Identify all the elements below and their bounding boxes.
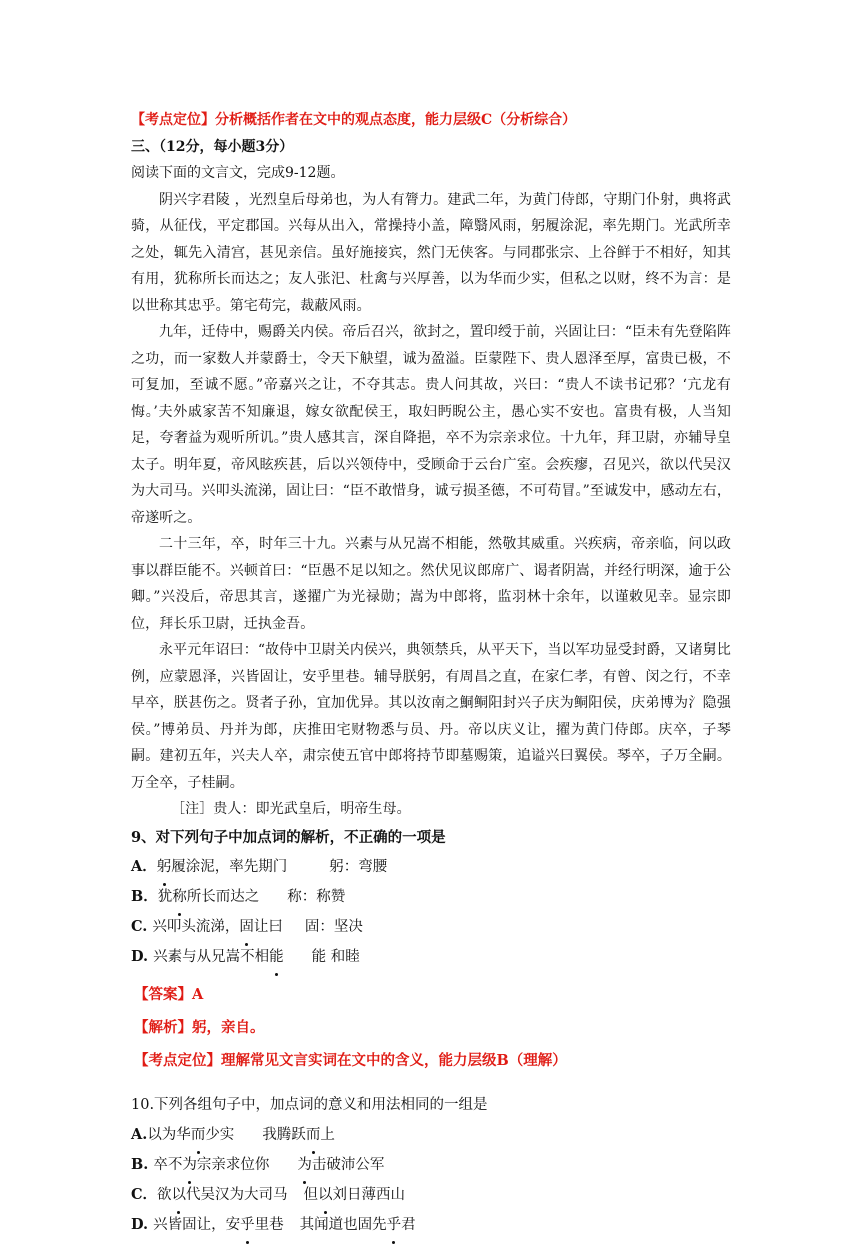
option-letter: A. xyxy=(131,1125,148,1143)
locator-tag: 【考点定位】 xyxy=(134,1051,221,1069)
option-text-post: 所长而达之 xyxy=(186,888,260,905)
dotted-word: 乎 xyxy=(387,1211,402,1240)
top-locator: 【考点定位】分析概括作者在文中的观点态度，能力层级C（分析综合） xyxy=(131,112,577,128)
clause-b-post: 君 xyxy=(401,1216,416,1233)
option-letter: A． xyxy=(131,857,157,875)
clause-a-pre: 以为华 xyxy=(147,1126,191,1143)
question-10-option-c xyxy=(131,1180,731,1210)
clause-b-post: 上 xyxy=(320,1126,335,1143)
passage-paragraph-3: 二十三年，卒，时年三十九。兴素与从兄嵩不相能，然敬其威重。兴疾病，帝亲临，问以政事以群臣能不。兴顿首曰：“臣愚不足以知之。然伏见议郎席广、谒者阴嵩，并经行明深，逾于公卿。”兴没后，帝思其言，遂擢广为光禄勋；嵩为中郎将，监羽林十余年，以谨敕见幸。显宗即位，拜长乐卫尉，迁执金吾。 xyxy=(131,536,731,632)
option-gloss: 固：坚决 xyxy=(304,918,363,935)
clause-a-pre: 卒不 xyxy=(153,1156,183,1173)
question-9-option-a xyxy=(131,852,731,882)
classical-passage xyxy=(131,187,731,823)
document-body xyxy=(131,107,731,1240)
analysis-value: 躬，亲自。 xyxy=(192,1018,265,1036)
question-10-option-a xyxy=(131,1120,731,1150)
dotted-word: 以 xyxy=(318,1181,333,1210)
dotted-word: 乎 xyxy=(240,1211,255,1240)
option-gloss: 躬：弯腰 xyxy=(329,858,388,875)
locator-value: 理解常见文言实词在文中的含义，能力层级B（理解） xyxy=(221,1051,567,1069)
dotted-word: 为 xyxy=(182,1151,197,1180)
section-instruction: 阅读下面的文言文，完成9-12题。 xyxy=(131,165,345,181)
passage-paragraph-2: 九年，迁侍中，赐爵关内侯。帝后召兴，欲封之，置印绶于前，兴固让曰：“臣未有先登陷阵之功，而一家数人并蒙爵士，令天下觖望，诚为盈溢。臣蒙陛下、贵人恩泽至厚，富贵已极，不可复加，至诚不愿。”帝嘉兴之让，不夺其志。贵人问其故，兴曰：“贵人不读书记邪？‘亢龙有悔。’夫外戚家苦不知廉退，嫁女欲配侯王，取妇眄睨公主，愚心实不安也。富贵有极，人当知足，夸奢益为观听所讥。”贵人感其言，深自降挹，卒不为宗亲求位。十九年，拜卫尉，亦辅导皇太子。明年夏，帝风眩疾甚，后以兴领侍中，受顾命于云台广室。会疾瘳，召见兴，欲以代吴汉为大司马。兴叩头流涕，固让曰：“臣不敢惜身，诚亏损圣德，不可苟冒。”至诚发中，感动左右，帝遂听之。 xyxy=(131,324,731,526)
option-text-pre: 犹 xyxy=(157,888,173,905)
option-gloss: 能 和睦 xyxy=(311,948,360,965)
q9-analysis xyxy=(131,1011,731,1044)
q9-locator xyxy=(131,1044,731,1077)
passage-paragraph-4: 永平元年诏曰：“故侍中卫尉关内侯兴，典领禁兵，从平天下，当以军功显受封爵，又诸舅比例，应蒙恩泽，兴皆固让，安乎里巷。辅导朕躬，有周昌之直，在家仁孝，有曾、闵之行，不幸早卒，朕甚伤之。贤者子孙，宜加优异。其以汝南之鮦鲖阳封兴子庆为鲖阳侯，庆弟博为氵隐强侯。”博弟员、丹并为郎，庆推田宅财物悉与员、丹。帝以庆义让，擢为黄门侍郎。庆卒，子琴嗣。建初五年，兴夫人卒，肃宗使五官中郎将持节即墓赐策，追谥兴曰翼侯。琴卒，子万全嗣。万全卒，子桂嗣。 xyxy=(131,642,731,791)
clause-a-pre: 兴皆固让，安 xyxy=(153,1216,241,1233)
clause-a-post: 少实 xyxy=(205,1126,235,1143)
passage-note: ［注］贵人：即光武皇后，明帝生母。 xyxy=(171,801,411,817)
question-9-option-b xyxy=(131,882,731,912)
section-heading: 三、（12分，每小题3分） xyxy=(131,138,294,155)
clause-a-post: 里巷 xyxy=(254,1216,284,1233)
clause-b-post: 刘日薄西山 xyxy=(332,1186,406,1203)
option-text-pre: 兴叩头流涕， xyxy=(152,918,240,935)
clause-b-pre: 其闻道也固先 xyxy=(299,1216,387,1233)
dotted-word: 能 xyxy=(269,943,284,972)
question-10-option-b xyxy=(131,1150,731,1180)
option-letter: C. xyxy=(131,917,153,935)
dotted-word: 躬 xyxy=(157,853,172,882)
question-9-stem: 9、对下列句子中加点词的解析，不正确的一项是 xyxy=(131,828,446,846)
option-text-post: 履涂泥，率先期门 xyxy=(171,858,288,875)
option-letter: D. xyxy=(131,947,154,965)
passage-paragraph-1: 阴兴字君陵 ，光烈皇后母弟也，为人有膂力。建武二年，为黄门侍郎，守期门仆射，典将武骑，从征伐，平定郡国。兴每从出入，常操持小盖，障翳风雨，躬履涂泥，率先期门。光武所幸之处，辄先入清宫，甚见亲信。虽好施接宾，然门无侠客。与同郡张宗、上谷鲜于不相好，知其有用，犹称所长而达之；友人张汜、杜禽与兴厚善，以为华而少实，但私之以财，终不为言：是以世称其忠乎。第宅苟完，裁蔽风雨。 xyxy=(131,191,731,314)
dotted-word: 为 xyxy=(297,1151,312,1180)
q9-answer xyxy=(131,978,731,1011)
clause-a-post: 代吴汉为大司马 xyxy=(186,1186,288,1203)
option-text-post: 让曰 xyxy=(253,918,283,935)
dotted-word: 而 xyxy=(191,1121,206,1150)
question-9-option-d xyxy=(131,942,731,972)
option-letter: B. xyxy=(131,1155,154,1173)
dotted-word: 固 xyxy=(239,913,254,942)
answer-tag: 【答案】 xyxy=(134,985,192,1003)
question-9-option-c xyxy=(131,912,731,942)
analysis-tag: 【解析】 xyxy=(134,1018,192,1036)
option-letter: B． xyxy=(131,887,158,905)
dotted-word: 而 xyxy=(306,1121,321,1150)
question-10-option-d xyxy=(131,1210,731,1240)
option-text-pre: 兴素与从兄嵩不相 xyxy=(153,948,270,965)
clause-a-post: 宗亲求位你 xyxy=(196,1156,270,1173)
answer-value: A xyxy=(192,985,204,1003)
option-letter: C． xyxy=(131,1185,158,1203)
clause-b-pre: 但 xyxy=(303,1186,319,1203)
dotted-word: 称 xyxy=(172,883,187,912)
dotted-word: 以 xyxy=(172,1181,187,1210)
question-10-stem: 10.下列各组句子中，加点词的意义和用法相同的一组是 xyxy=(131,1096,488,1113)
option-letter: D. xyxy=(131,1215,154,1233)
clause-b-post: 击破沛公军 xyxy=(311,1156,385,1173)
clause-b-pre: 我腾跃 xyxy=(262,1126,306,1143)
clause-a-pre: 欲 xyxy=(157,1186,172,1203)
option-gloss: 称：称赞 xyxy=(287,888,346,905)
